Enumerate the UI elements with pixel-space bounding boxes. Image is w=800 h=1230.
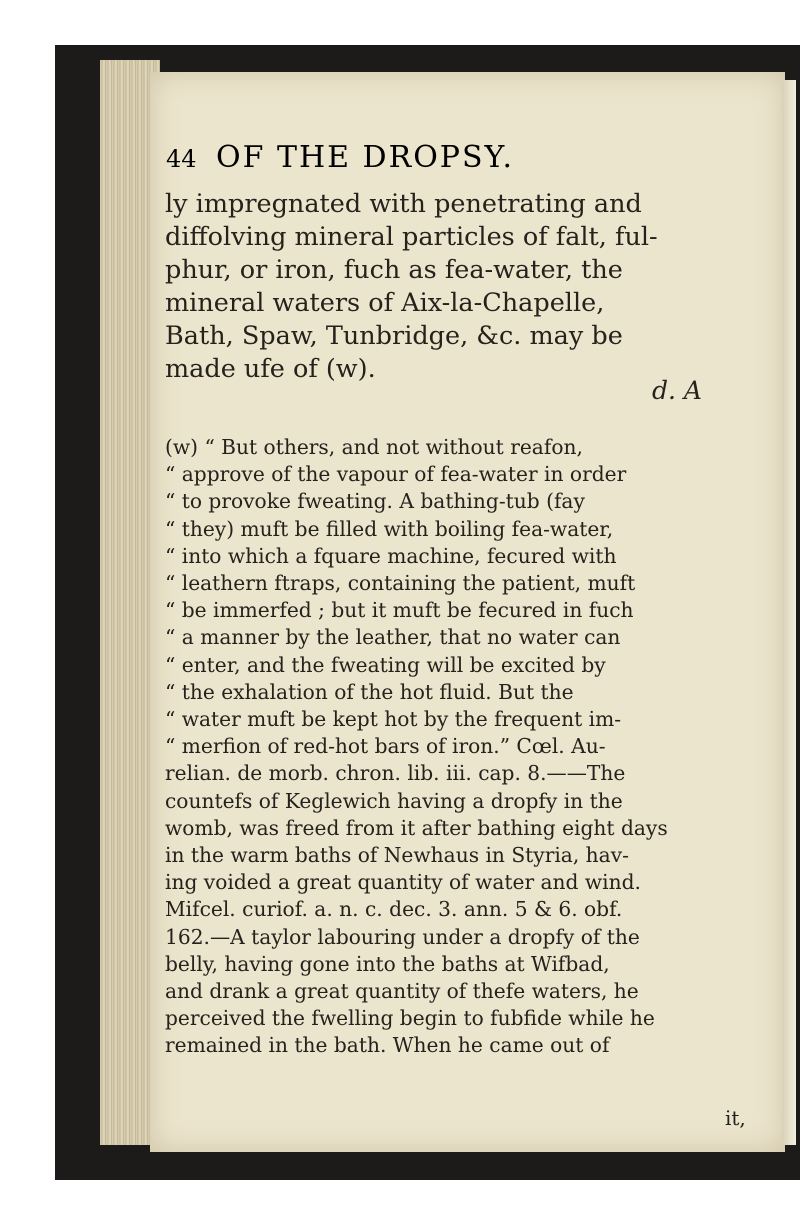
footnote-line: perceived the fwelling begin to fubfide while he — [165, 1006, 655, 1031]
footnote-line: “ they) muft be filled with boiling fea-water, — [165, 516, 614, 541]
main-text — [165, 188, 765, 386]
footnote-line: “ merfion of red-hot bars of iron.” Cœl. Au- — [165, 734, 606, 759]
footnote-line: “ approve of the vapour of fea-water in order — [165, 462, 627, 487]
footnote-line: in the warm baths of Newhaus in Styria, hav- — [165, 843, 629, 868]
footnote-line: “ be immerfed ; but it muft be fecured in fuch — [165, 598, 634, 623]
page-number: 44 — [166, 145, 197, 173]
footnote-line: “ leathern ftraps, containing the patient, muft — [165, 571, 636, 596]
footnote — [165, 434, 775, 1060]
footnote-line: “ to provoke fweating. A bathing-tub (fay — [165, 489, 585, 514]
main-line: made ufe of (w). — [165, 354, 376, 384]
page-header — [165, 45, 514, 175]
footnote-line: “ water muft be kept hot by the frequent im- — [165, 707, 622, 732]
footnote-line: and drank a great quantity of thefe waters, he — [165, 979, 639, 1004]
main-line: Bath, Spaw, Tunbridge, &c. may be — [165, 321, 623, 351]
page-right-edge — [782, 80, 796, 1145]
main-line: ly impregnated with penetrating and — [165, 189, 642, 219]
running-title: OF THE DROPSY. — [216, 140, 514, 175]
footnote-line: ing voided a great quantity of water and wind. — [165, 870, 641, 895]
footnote-line: “ enter, and the fweating will be excited by — [165, 652, 606, 677]
main-line: diffolving mineral particles of falt, ful- — [165, 222, 658, 252]
footnote-line: relian. de morb. chron. lib. iii. cap. 8.——The — [165, 761, 626, 786]
footnote-line: countefs of Keglewich having a dropfy in the — [165, 788, 623, 813]
footnote-line: womb, was freed from it after bathing eight days — [165, 815, 668, 840]
footnote-line: “ into which a fquare machine, fecured with — [165, 543, 617, 568]
main-line: phur, or iron, fuch as fea-water, the — [165, 255, 623, 285]
footnote-line: belly, having gone into the baths at Wifbad, — [165, 951, 610, 976]
catchword-note: it, — [725, 1106, 746, 1130]
footnote-line: “ a manner by the leather, that no water can — [165, 625, 621, 650]
footnote-line: 162.—A taylor labouring under a dropfy of the — [165, 924, 640, 949]
catchword-main: d. A — [652, 376, 702, 405]
footnote-line: Mifcel. curiof. a. n. c. dec. 3. ann. 5 & 6. obf. — [165, 897, 623, 922]
footnote-line: “ the exhalation of the hot fluid. But the — [165, 679, 574, 704]
footnote-line: (w) “ But others, and not without reafon, — [165, 435, 583, 459]
footnote-line: remained in the bath. When he came out of — [165, 1033, 610, 1058]
main-line: mineral waters of Aix-la-Chapelle, — [165, 288, 605, 318]
